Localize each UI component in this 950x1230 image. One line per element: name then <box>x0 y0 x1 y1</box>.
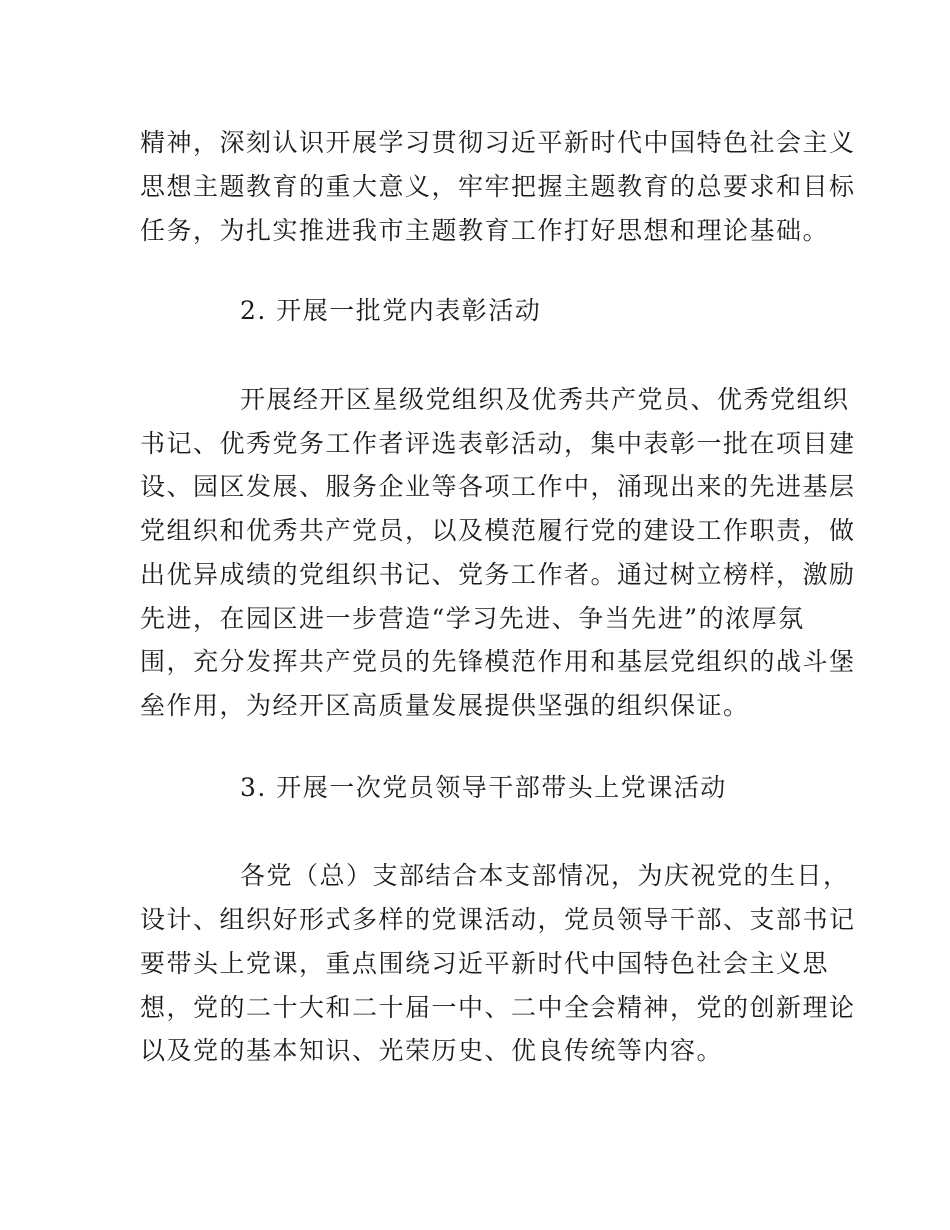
paragraph-line: 任务，为扎实推进我市主题教育工作打好思想和理论基础。 <box>140 216 830 245</box>
section-heading-3: 3. 开展一次党员领导干部带头上党课活动 <box>240 773 727 802</box>
paragraph-line: 设、园区发展、服务企业等各项工作中，涌现出来的先进基层 <box>140 472 856 501</box>
paragraph-line: 出优异成绩的党组织书记、党务工作者。通过树立榜样，激励 <box>140 560 856 589</box>
paragraph-line: 要带头上党课，重点围绕习近平新时代中国特色社会主义思 <box>140 949 830 978</box>
paragraph-line: 精神，深刻认识开展学习贯彻习近平新时代中国特色社会主义 <box>140 128 856 157</box>
paragraph-line: 思想主题教育的重大意义，牢牢把握主题教育的总要求和目标 <box>140 172 856 201</box>
paragraph-line: 以及党的基本知识、光荣历史、优良传统等内容。 <box>140 1036 724 1065</box>
paragraph-line: 先进，在园区进一步营造“学习先进、争当先进”的浓厚氛 <box>140 604 805 633</box>
paragraph-line: 书记、优秀党务工作者评选表彰活动，集中表彰一批在项目建 <box>140 429 856 458</box>
section-heading-2: 2. 开展一批党内表彰活动 <box>240 296 542 325</box>
paragraph-line: 垒作用，为经开区高质量发展提供坚强的组织保证。 <box>140 691 750 720</box>
paragraph-line: 想，党的二十大和二十届一中、二中全会精神，党的创新理论 <box>140 993 856 1022</box>
paragraph-line: 围，充分发挥共产党员的先锋模范作用和基层党组织的战斗堡 <box>140 647 856 676</box>
paragraph-line: 设计、组织好形式多样的党课活动，党员领导干部、支部书记 <box>140 905 856 934</box>
paragraph-line: 各党（总）支部结合本支部情况，为庆祝党的生日， <box>240 861 850 890</box>
paragraph-line: 党组织和优秀共产党员，以及模范履行党的建设工作职责，做 <box>140 516 856 545</box>
paragraph-line: 开展经开区星级党组织及优秀共产党员、优秀党组织 <box>240 385 850 414</box>
